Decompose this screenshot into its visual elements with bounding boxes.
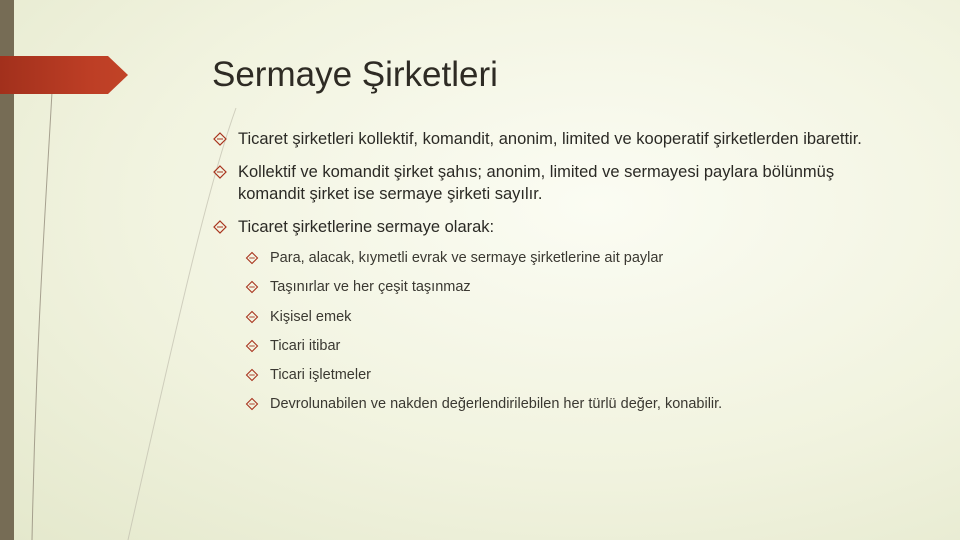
sub-bullet-item (244, 277, 892, 297)
sub-bullet-item (244, 248, 892, 268)
slide-title: Sermaye Şirketleri (212, 55, 498, 94)
diamond-bullet-icon (244, 397, 260, 411)
bullet-list (212, 128, 892, 424)
sub-bullet-item (244, 394, 892, 414)
diamond-bullet-icon (244, 251, 260, 265)
bullet-text: Kollektif ve komandit şirket şahıs; anonim, limited ve sermayesi paylara bölünmüş komandit şirket ise sermaye şirketi sayılır. (238, 163, 835, 203)
diamond-bullet-icon (244, 339, 260, 353)
diamond-bullet-icon (244, 280, 260, 294)
bullet-text: Ticaret şirketlerine sermaye olarak: (238, 218, 495, 236)
bullet-item (212, 128, 892, 150)
bullet-item (212, 161, 892, 205)
bullet-text: Ticaret şirketleri kollektif, komandit, anonim, limited ve kooperatif şirketlerden ibarettir. (238, 130, 862, 148)
sub-bullet-group (212, 248, 892, 414)
diamond-bullet-icon (212, 132, 228, 146)
diamond-bullet-icon (244, 310, 260, 324)
sub-bullet-item (244, 307, 892, 327)
diamond-bullet-icon (212, 220, 228, 234)
sub-bullet-text: Devrolunabilen ve nakden değerlendirilebilen her türlü değer, konabilir. (270, 396, 723, 413)
diamond-bullet-icon (212, 165, 228, 179)
bullet-item (212, 216, 892, 238)
sub-bullet-item (244, 365, 892, 385)
sub-bullet-text: Para, alacak, kıymetli evrak ve sermaye şirketlerine ait paylar (270, 250, 664, 266)
sub-bullet-text: Kişisel emek (270, 308, 352, 325)
sub-bullet-text: Ticari işletmeler (270, 367, 371, 384)
sub-bullet-text: Ticari itibar (270, 337, 341, 354)
sub-bullet-item (244, 336, 892, 356)
sub-bullet-list (212, 248, 892, 414)
title-accent-arrow (0, 56, 128, 94)
sub-bullet-text: Taşınırlar ve her çeşit taşınmaz (270, 279, 471, 296)
diamond-bullet-icon (244, 368, 260, 382)
